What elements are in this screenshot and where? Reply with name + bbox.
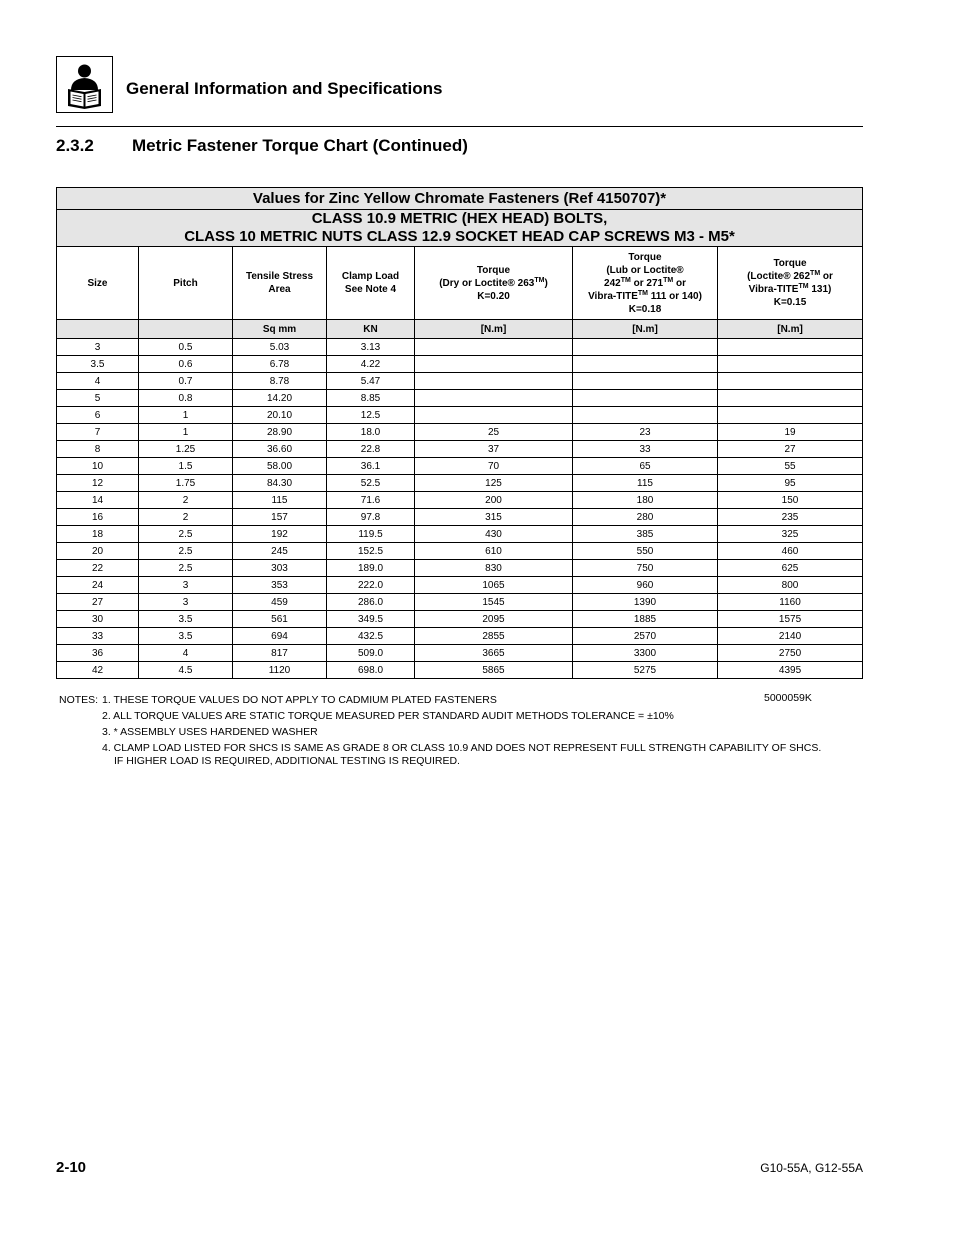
table-row <box>57 492 863 509</box>
table-title: Values for Zinc Yellow Chromate Fasteners (Ref 4150707)* <box>57 188 863 210</box>
table-cell: 119.5 <box>327 526 415 543</box>
table-cell: 3.5 <box>139 611 233 628</box>
table-cell: 7 <box>57 424 139 441</box>
table-cell: 1545 <box>415 594 573 611</box>
table-cell: 12 <box>57 475 139 492</box>
table-cell: 694 <box>233 628 327 645</box>
col-header-size: Size <box>57 247 139 320</box>
table-cell: 325 <box>718 526 863 543</box>
table-cell: 550 <box>573 543 718 560</box>
torque-loc-line-3: Vibra-TITE™ 131) <box>748 283 832 295</box>
note-4 <box>59 740 821 768</box>
table-cell: 18 <box>57 526 139 543</box>
table-cell: 33 <box>57 628 139 645</box>
table-row <box>57 458 863 475</box>
table-row <box>57 577 863 594</box>
table-class-heading <box>57 210 863 247</box>
table-cell: 70 <box>415 458 573 475</box>
table-cell: 97.8 <box>327 509 415 526</box>
class-line-1: CLASS 10.9 METRIC (HEX HEAD) BOLTS, <box>311 210 608 227</box>
table-cell <box>573 373 718 390</box>
table-cell: 189.0 <box>327 560 415 577</box>
note-2: 2. ALL TORQUE VALUES ARE STATIC TORQUE MEASURED PER STANDARD AUDIT METHODS TOLERANCE = ±10% <box>102 710 674 722</box>
note-4-line-1: 4. CLAMP LOAD LISTED FOR SHCS IS SAME AS GRADE 8 OR CLASS 10.9 AND DOES NOT REPRESENT FULL STRENGTH CAPABILITY OF SHCS. <box>102 742 822 754</box>
table-row <box>57 645 863 662</box>
table-cell: 55 <box>718 458 863 475</box>
torque-lub-line-1: Torque <box>628 251 662 263</box>
torque-loc-line-2: (Loctite® 262™ or <box>747 270 833 282</box>
table-cell <box>573 356 718 373</box>
table-cell: 23 <box>573 424 718 441</box>
table-cell: 245 <box>233 543 327 560</box>
person-reading-manual-icon <box>57 57 112 112</box>
table-cell: 180 <box>573 492 718 509</box>
table-row <box>57 373 863 390</box>
table-cell: 0.7 <box>139 373 233 390</box>
table-cell: 36.60 <box>233 441 327 458</box>
table-cell: 18.0 <box>327 424 415 441</box>
table-cell: 24 <box>57 577 139 594</box>
table-cell: 20 <box>57 543 139 560</box>
table-cell: 3.5 <box>139 628 233 645</box>
note-3: 3. * ASSEMBLY USES HARDENED WASHER <box>102 726 318 738</box>
table-row <box>57 509 863 526</box>
header-divider <box>56 126 863 127</box>
table-cell: 5.47 <box>327 373 415 390</box>
table-cell <box>718 407 863 424</box>
table-cell: 5.03 <box>233 339 327 356</box>
table-cell: 27 <box>718 441 863 458</box>
table-cell: 84.30 <box>233 475 327 492</box>
table-cell <box>718 339 863 356</box>
table-cell: 2.5 <box>139 526 233 543</box>
table-cell: 200 <box>415 492 573 509</box>
table-row <box>57 662 863 679</box>
table-cell: 0.6 <box>139 356 233 373</box>
table-cell: 625 <box>718 560 863 577</box>
table-cell: 432.5 <box>327 628 415 645</box>
table-cell: 2855 <box>415 628 573 645</box>
table-cell: 4 <box>139 645 233 662</box>
table-cell: 27 <box>57 594 139 611</box>
table-cell: 315 <box>415 509 573 526</box>
torque-lub-line-2: (Lub or Loctite® <box>606 264 684 276</box>
table-cell: 95 <box>718 475 863 492</box>
table-cell: 235 <box>718 509 863 526</box>
table-cell: 19 <box>718 424 863 441</box>
section-title: Metric Fastener Torque Chart (Continued) <box>132 136 468 155</box>
table-cell: 8.78 <box>233 373 327 390</box>
table-cell: 3300 <box>573 645 718 662</box>
table-cell: 1885 <box>573 611 718 628</box>
table-cell: 4 <box>57 373 139 390</box>
table-cell: 22.8 <box>327 441 415 458</box>
torque-table <box>56 187 863 679</box>
table-cell: 817 <box>233 645 327 662</box>
col-header-torque-lub <box>573 247 718 320</box>
table-row <box>57 424 863 441</box>
units-row <box>57 320 863 339</box>
table-cell: 1390 <box>573 594 718 611</box>
table-cell: 157 <box>233 509 327 526</box>
table-cell: 349.5 <box>327 611 415 628</box>
table-cell: 750 <box>573 560 718 577</box>
table-cell: 3 <box>139 594 233 611</box>
table-body <box>57 339 863 679</box>
col-header-tensile <box>233 247 327 320</box>
table-cell: 16 <box>57 509 139 526</box>
table-cell: 286.0 <box>327 594 415 611</box>
table-cell: 460 <box>718 543 863 560</box>
header-title: General Information and Specifications <box>126 79 443 98</box>
table-cell: 830 <box>415 560 573 577</box>
table-cell: 1.25 <box>139 441 233 458</box>
unit-cell: KN <box>327 320 415 339</box>
table-row <box>57 560 863 577</box>
table-row <box>57 339 863 356</box>
table-cell: 192 <box>233 526 327 543</box>
table-cell: 115 <box>573 475 718 492</box>
table-row <box>57 543 863 560</box>
tensile-line-2: Area <box>268 284 291 295</box>
table-cell: 150 <box>718 492 863 509</box>
table-cell: 561 <box>233 611 327 628</box>
torque-loc-line-1: Torque <box>773 258 807 269</box>
table-cell: 960 <box>573 577 718 594</box>
table-row <box>57 526 863 543</box>
table-cell: 1575 <box>718 611 863 628</box>
table-cell: 3 <box>57 339 139 356</box>
col-header-torque-dry <box>415 247 573 320</box>
table-row <box>57 407 863 424</box>
table-cell: 280 <box>573 509 718 526</box>
page-number: 2-10 <box>56 1159 87 1176</box>
clamp-line-1: Clamp Load <box>341 271 400 282</box>
table-cell: 37 <box>415 441 573 458</box>
torque-dry-line-3: K=0.20 <box>477 290 510 302</box>
table-cell: 3665 <box>415 645 573 662</box>
table-cell: 8.85 <box>327 390 415 407</box>
table-cell: 5275 <box>573 662 718 679</box>
table-cell: 222.0 <box>327 577 415 594</box>
table-cell: 14.20 <box>233 390 327 407</box>
table-cell: 2 <box>139 509 233 526</box>
table-row <box>57 475 863 492</box>
tensile-line-1: Tensile Stress <box>245 271 314 282</box>
table-row <box>57 356 863 373</box>
table-cell: 2.5 <box>139 543 233 560</box>
table-cell: 800 <box>718 577 863 594</box>
torque-loc-line-4: K=0.15 <box>773 297 807 308</box>
table-cell: 1 <box>139 407 233 424</box>
table-cell: 3.13 <box>327 339 415 356</box>
table-cell <box>415 356 573 373</box>
note-1: 1. THESE TORQUE VALUES DO NOT APPLY TO CADMIUM PLATED FASTENERS <box>102 694 497 706</box>
unit-cell: Sq mm <box>233 320 327 339</box>
torque-dry-line-1: Torque <box>476 264 511 276</box>
table-cell: 353 <box>233 577 327 594</box>
table-cell: 5865 <box>415 662 573 679</box>
table-cell: 71.6 <box>327 492 415 509</box>
table-cell: 12.5 <box>327 407 415 424</box>
table-cell: 430 <box>415 526 573 543</box>
table-cell: 610 <box>415 543 573 560</box>
table-row <box>57 611 863 628</box>
table-cell: 25 <box>415 424 573 441</box>
table-cell: 385 <box>573 526 718 543</box>
table-cell: 30 <box>57 611 139 628</box>
unit-cell: [N.m] <box>573 320 718 339</box>
col-header-torque-loctite <box>718 247 863 320</box>
col-header-clamp <box>327 247 415 320</box>
table-row <box>57 441 863 458</box>
table-cell: 698.0 <box>327 662 415 679</box>
table-cell: 4395 <box>718 662 863 679</box>
class-line-2: CLASS 10 METRIC NUTS CLASS 12.9 SOCKET HEAD CAP SCREWS M3 - M5* <box>184 228 735 245</box>
torque-lub-line-5: K=0.18 <box>628 303 662 315</box>
unit-cell: [N.m] <box>415 320 573 339</box>
table-cell: 65 <box>573 458 718 475</box>
notes-label: NOTES: <box>59 694 99 706</box>
table-cell <box>415 407 573 424</box>
table-cell: 509.0 <box>327 645 415 662</box>
table-cell <box>573 407 718 424</box>
table-cell: 2 <box>139 492 233 509</box>
unit-cell: [N.m] <box>718 320 863 339</box>
manual-logo <box>56 56 113 113</box>
torque-lub-line-3: 242™ or 271™ or <box>604 276 686 289</box>
table-cell: 115 <box>233 492 327 509</box>
table-cell <box>573 339 718 356</box>
unit-cell <box>139 320 233 339</box>
table-cell: 125 <box>415 475 573 492</box>
torque-dry-line-2: (Dry or Loctite® 263™) <box>439 276 548 289</box>
clamp-line-2: See Note 4 <box>344 284 397 295</box>
table-cell: 2095 <box>415 611 573 628</box>
table-cell: 36 <box>57 645 139 662</box>
table-cell: 1.5 <box>139 458 233 475</box>
table-cell: 0.8 <box>139 390 233 407</box>
document-number: 5000059K <box>764 692 812 704</box>
table-row <box>57 628 863 645</box>
table-cell: 303 <box>233 560 327 577</box>
table-cell: 5 <box>57 390 139 407</box>
table-cell <box>718 356 863 373</box>
table-cell: 1.75 <box>139 475 233 492</box>
table-cell: 36.1 <box>327 458 415 475</box>
model-reference: G10-55A, G12-55A <box>760 1161 863 1175</box>
col-header-pitch: Pitch <box>139 247 233 320</box>
table-cell: 2570 <box>573 628 718 645</box>
table-cell <box>415 339 573 356</box>
table-row <box>57 390 863 407</box>
table-cell: 22 <box>57 560 139 577</box>
table-cell <box>415 373 573 390</box>
table-cell <box>718 373 863 390</box>
table-cell: 20.10 <box>233 407 327 424</box>
table-cell: 2750 <box>718 645 863 662</box>
notes <box>59 692 821 768</box>
table-cell: 2.5 <box>139 560 233 577</box>
table-cell: 8 <box>57 441 139 458</box>
table-cell <box>718 390 863 407</box>
table-cell: 3 <box>139 577 233 594</box>
unit-cell <box>57 320 139 339</box>
table-cell <box>415 390 573 407</box>
table-cell: 14 <box>57 492 139 509</box>
torque-lub-line-4: Vibra-TITE™ 111 or 140) <box>588 289 702 302</box>
table-row <box>57 594 863 611</box>
section-number: 2.3.2 <box>56 136 94 155</box>
table-cell: 2140 <box>718 628 863 645</box>
table-cell: 459 <box>233 594 327 611</box>
table-cell: 1120 <box>233 662 327 679</box>
table-cell: 6 <box>57 407 139 424</box>
table-cell: 4.5 <box>139 662 233 679</box>
table-cell: 6.78 <box>233 356 327 373</box>
table-cell: 28.90 <box>233 424 327 441</box>
table-cell: 33 <box>573 441 718 458</box>
table-cell: 3.5 <box>57 356 139 373</box>
table-cell: 1065 <box>415 577 573 594</box>
table-cell: 42 <box>57 662 139 679</box>
table-cell: 0.5 <box>139 339 233 356</box>
note-4-line-2: IF HIGHER LOAD IS REQUIRED, ADDITIONAL TESTING IS REQUIRED. <box>114 755 460 767</box>
table-cell: 4.22 <box>327 356 415 373</box>
table-cell: 58.00 <box>233 458 327 475</box>
table-cell <box>573 390 718 407</box>
table-cell: 1160 <box>718 594 863 611</box>
table-cell: 152.5 <box>327 543 415 560</box>
table-cell: 1 <box>139 424 233 441</box>
table-cell: 10 <box>57 458 139 475</box>
table-cell: 52.5 <box>327 475 415 492</box>
